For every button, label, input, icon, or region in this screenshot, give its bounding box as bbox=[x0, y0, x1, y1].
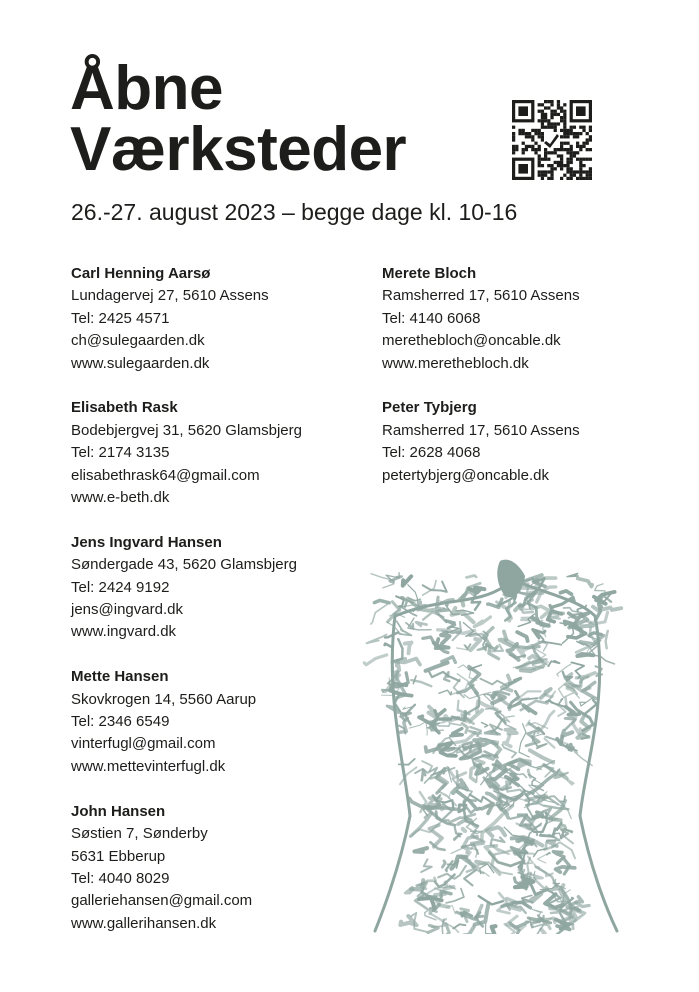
phone-number: Tel: 2424 9192 bbox=[71, 578, 170, 596]
address-line: Søstien 7, Sønderby bbox=[71, 825, 208, 843]
poster-title bbox=[70, 54, 407, 184]
artist-name: Jens Ingvard Hansen bbox=[71, 533, 222, 551]
artist-entry bbox=[71, 666, 302, 778]
phone-number: Tel: 4140 6068 bbox=[382, 309, 481, 327]
artist-list-right bbox=[382, 263, 580, 509]
event-dates: 26.-27. august 2023 – begge dage kl. 10-16 bbox=[71, 199, 518, 225]
email-link[interactable]: jens@ingvard.dk bbox=[71, 601, 183, 619]
website-link[interactable]: www.sulegaarden.dk bbox=[71, 354, 210, 372]
artist-name: Mette Hansen bbox=[71, 668, 169, 686]
website-link[interactable]: www.e-beth.dk bbox=[71, 489, 170, 507]
email-link[interactable]: merethebloch@oncable.dk bbox=[382, 332, 561, 350]
title-line-2: Værksteder bbox=[70, 115, 407, 184]
artist-name: Peter Tybjerg bbox=[382, 399, 477, 417]
artist-name: Carl Henning Aarsø bbox=[71, 265, 211, 282]
address-line: Lundagervej 27, 5610 Assens bbox=[71, 287, 269, 305]
address-line: Søndergade 43, 5620 Glamsbjerg bbox=[71, 556, 297, 574]
phone-number: Tel: 2174 3135 bbox=[71, 444, 170, 462]
artist-name: Elisabeth Rask bbox=[71, 399, 178, 417]
website-link[interactable]: www.merethebloch.dk bbox=[382, 354, 529, 372]
email-link[interactable]: petertybjerg@oncable.dk bbox=[382, 466, 549, 484]
artist-entry bbox=[71, 397, 302, 509]
artist-name: John Hansen bbox=[71, 802, 166, 820]
website-link[interactable]: www.ingvard.dk bbox=[71, 623, 177, 641]
phone-number: Tel: 4040 8029 bbox=[71, 869, 170, 887]
sculpture-drawing bbox=[355, 556, 630, 934]
address-line: Bodebjergvej 31, 5620 Glamsbjerg bbox=[71, 421, 302, 439]
phone-number: Tel: 2628 4068 bbox=[382, 444, 481, 462]
title-line-1: Åbne bbox=[70, 54, 223, 123]
website-link[interactable]: www.mettevinterfugl.dk bbox=[71, 757, 226, 775]
address-line: Ramsherred 17, 5610 Assens bbox=[382, 421, 580, 439]
qr-code[interactable] bbox=[512, 100, 592, 180]
artist-entry bbox=[71, 263, 302, 375]
artist-list-left bbox=[71, 263, 302, 958]
address-line: Skovkrogen 14, 5560 Aarup bbox=[71, 690, 257, 708]
artist-name: Merete Bloch bbox=[382, 265, 477, 282]
email-link[interactable]: galleriehansen@gmail.com bbox=[71, 892, 253, 910]
email-link[interactable]: elisabethrask64@gmail.com bbox=[71, 466, 260, 484]
phone-number: Tel: 2346 6549 bbox=[71, 713, 170, 731]
artist-entry bbox=[382, 263, 580, 375]
phone-number: Tel: 2425 4571 bbox=[71, 309, 170, 327]
artist-entry bbox=[382, 397, 580, 487]
artist-entry bbox=[71, 801, 302, 935]
email-link[interactable]: vinterfugl@gmail.com bbox=[71, 735, 216, 753]
email-link[interactable]: ch@sulegaarden.dk bbox=[71, 332, 205, 350]
artist-entry bbox=[71, 532, 302, 644]
address-line: 5631 Ebberup bbox=[71, 847, 166, 865]
website-link[interactable]: www.gallerihansen.dk bbox=[71, 914, 217, 932]
address-line: Ramsherred 17, 5610 Assens bbox=[382, 287, 580, 305]
